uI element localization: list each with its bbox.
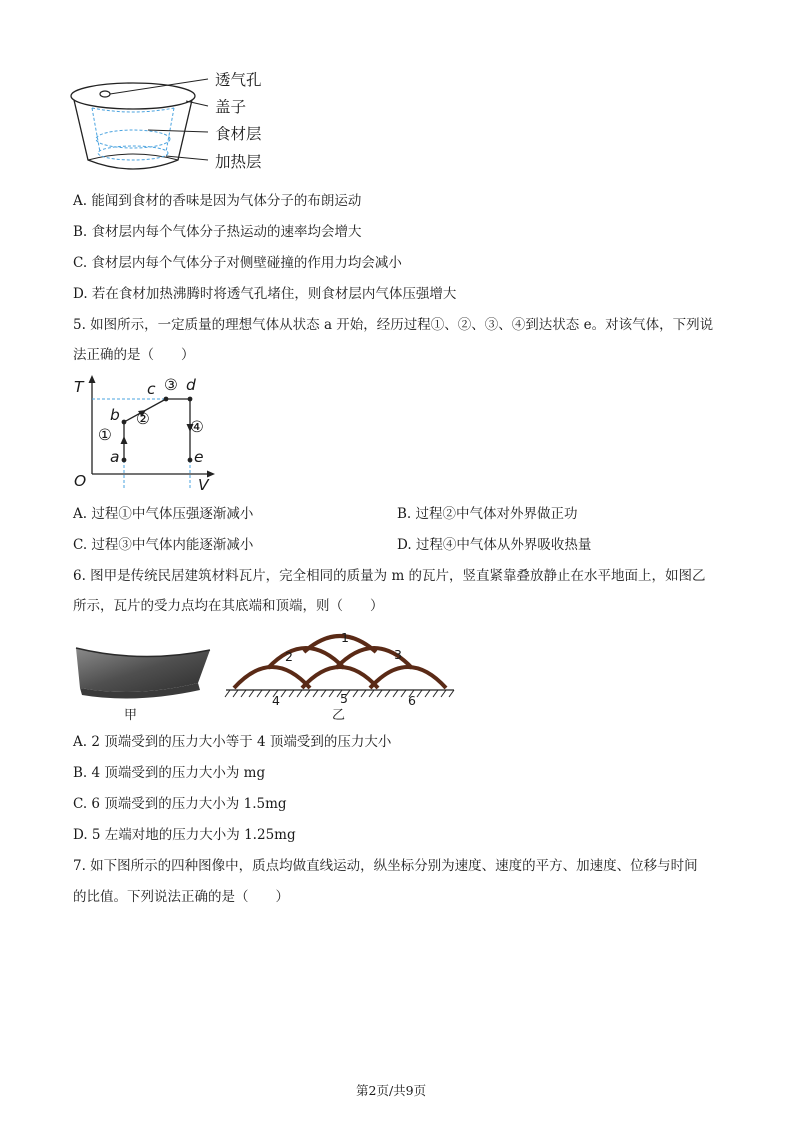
tv-point-c: c — [147, 380, 156, 398]
tv-process-2: ② — [136, 410, 150, 428]
tile-photo-figure — [72, 628, 217, 723]
q7-stem-line1: 7. 如下图所示的四种图像中，质点均做直线运动，纵坐标分别为速度、速度的平方、加速度、位移与时间 — [73, 858, 698, 874]
tv-diagram — [70, 372, 220, 497]
q7-stem-line2: 的比值。下列说法正确的是（ ） — [73, 889, 289, 905]
q5-option-c: C. 过程③中气体内能逐渐减小 — [73, 537, 254, 553]
tile-number-3: 3 — [394, 647, 402, 662]
roof-tile-illustration — [72, 628, 217, 703]
tv-process-4: ④ — [190, 418, 204, 436]
q4-option-a: A. 能闻到食材的香味是因为气体分子的布朗运动 — [73, 193, 362, 209]
q4-option-c: C. 食材层内每个气体分子对侧壁碰撞的作用力均会减小 — [73, 255, 402, 271]
pot-illustration — [68, 60, 298, 175]
tile-number-1: 1 — [341, 630, 349, 645]
tv-process-3: ③ — [164, 376, 178, 394]
stacked-tiles-diagram — [222, 628, 458, 698]
tile-number-6: 6 — [408, 693, 416, 708]
tile-number-2: 2 — [285, 649, 293, 664]
tv-x-axis-label: V — [198, 476, 209, 494]
tv-origin-label: O — [74, 472, 87, 490]
q6-stem-line1: 6. 图甲是传统民居建筑材料瓦片，完全相同的质量为 m 的瓦片，竖直紧靠叠放静止在水平地面上，如图乙 — [73, 568, 706, 584]
q5-stem-line1: 5. 如图所示，一定质量的理想气体从状态 a 开始，经历过程①、②、③、④到达状态 e。对该气体，下列说 — [73, 317, 714, 333]
tv-point-d: d — [186, 376, 196, 394]
q5-option-b: B. 过程②中气体对外界做正功 — [397, 506, 578, 522]
pot-figure — [68, 60, 298, 175]
q5-stem-line2: 法正确的是（ ） — [73, 347, 195, 363]
q6-option-b: B. 4 顶端受到的压力大小为 mg — [73, 765, 266, 781]
tv-point-e: e — [194, 448, 204, 466]
pot-label-vent: 透气孔 — [215, 71, 262, 89]
tile-number-5: 5 — [340, 691, 348, 706]
q6-option-a: A. 2 顶端受到的压力大小等于 4 顶端受到的压力大小 — [73, 734, 392, 750]
pot-label-food-layer: 食材层 — [215, 125, 262, 143]
q4-option-b: B. 食材层内每个气体分子热运动的速率均会增大 — [73, 224, 362, 240]
tv-process-1: ① — [98, 426, 112, 444]
tile-caption-jia: 甲 — [124, 708, 138, 723]
tv-point-b: b — [110, 406, 120, 424]
tiles-caption-yi: 乙 — [332, 708, 346, 723]
tv-point-a: a — [110, 448, 120, 466]
tile-number-4: 4 — [272, 693, 280, 708]
page-footer: 第2页/共9页 — [356, 1083, 427, 1098]
pot-label-heating-layer: 加热层 — [215, 153, 262, 171]
pot-label-lid: 盖子 — [215, 98, 247, 116]
stacked-tiles-figure — [222, 628, 458, 723]
q5-option-a: A. 过程①中气体压强逐渐减小 — [73, 506, 254, 522]
q6-option-d: D. 5 左端对地的压力大小为 1.25mg — [73, 827, 296, 843]
tv-y-axis-label: T — [74, 378, 84, 396]
q4-option-d: D. 若在食材加热沸腾时将透气孔堵住，则食材层内气体压强增大 — [73, 286, 457, 302]
q6-option-c: C. 6 顶端受到的压力大小为 1.5mg — [73, 796, 287, 812]
q5-option-d: D. 过程④中气体从外界吸收热量 — [397, 537, 592, 553]
q6-stem-line2: 所示，瓦片的受力点均在其底端和顶端，则（ ） — [73, 598, 384, 614]
